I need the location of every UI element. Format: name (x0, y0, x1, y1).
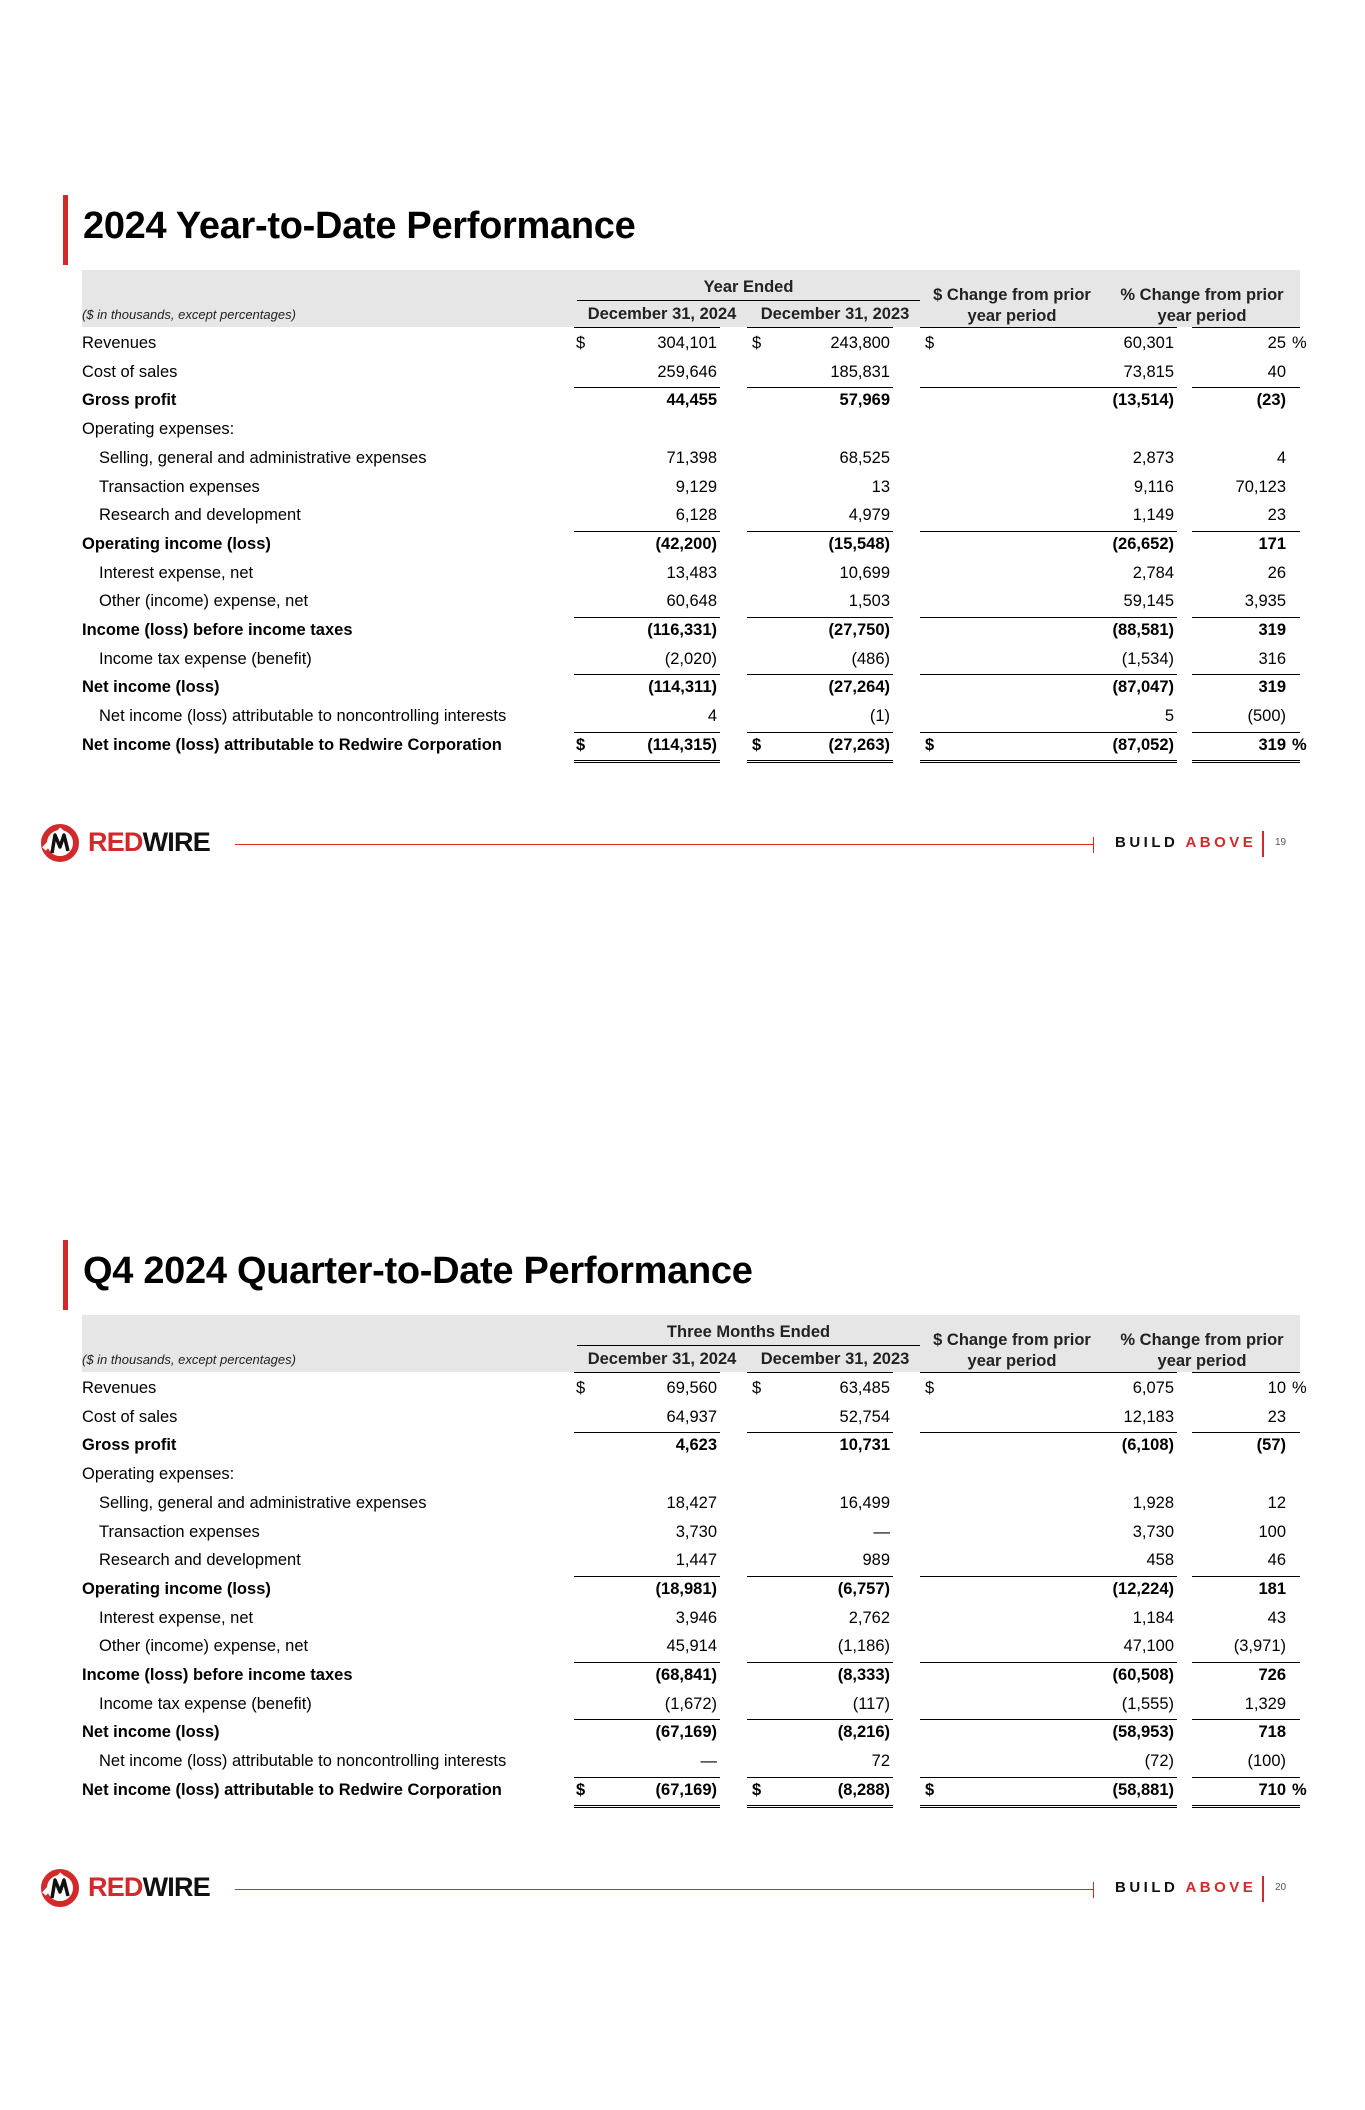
footer-rule (235, 844, 1093, 845)
table-row (82, 473, 1300, 501)
value-dollar-change: (58,953) (1112, 1723, 1174, 1742)
column-header-2024: December 31, 2024 (587, 1350, 737, 1368)
row-label: Net income (loss) attributable to noncontrolling interests (99, 707, 507, 726)
value-2023: 2,762 (848, 1608, 890, 1627)
dollar-sign: $ (925, 1780, 935, 1799)
value-2024: 4 (707, 707, 717, 726)
table-row (82, 1374, 1307, 1402)
table-row (82, 1460, 1300, 1488)
row-label: Net income (loss) attributable to Redwire Corporation (82, 735, 502, 754)
total-double-rule (747, 760, 893, 763)
total-double-rule (747, 1805, 893, 1808)
units-note: ($ in thousands, except percentages) (82, 307, 296, 322)
value-percent-change: 70,123 (1235, 477, 1286, 496)
value-dollar-change: (6,108) (1121, 1436, 1174, 1455)
value-2024: 304,101 (657, 334, 717, 352)
table-row (82, 673, 1300, 701)
value-percent-change: 181 (1258, 1579, 1286, 1598)
value-2024: — (700, 1752, 717, 1771)
subtotal-rule (1192, 1576, 1300, 1577)
row-label: Net income (loss) attributable to Redwire Corporation (82, 1780, 502, 1799)
value-2023: 989 (862, 1551, 890, 1570)
row-label: Income (loss) before income taxes (82, 621, 353, 639)
row-label: Net income (loss) (82, 1723, 220, 1742)
tagline-build: BUILD (1115, 834, 1179, 851)
percent-sign: % (1292, 334, 1307, 352)
value-percent-change: 726 (1258, 1666, 1286, 1684)
value-percent-change: 23 (1267, 506, 1286, 525)
subtotal-rule (747, 732, 893, 733)
value-percent-change: 4 (1276, 448, 1286, 467)
value-dollar-change: (13,514) (1112, 391, 1174, 410)
value-percent-change: 319 (1258, 735, 1286, 754)
value-dollar-change: 1,928 (1132, 1493, 1174, 1512)
value-2024: 69,560 (666, 1379, 717, 1397)
slide-ytd-performance (0, 0, 1365, 1045)
row-label: Operating income (loss) (82, 534, 271, 553)
value-2024: 13,483 (666, 563, 717, 582)
value-percent-change: (3,971) (1233, 1637, 1286, 1656)
units-note: ($ in thousands, except percentages) (82, 1352, 296, 1367)
table-row (82, 358, 1300, 386)
row-label: Selling, general and administrative expenses (99, 1493, 427, 1512)
subtotal-rule (747, 617, 893, 618)
value-2024: 1,447 (675, 1551, 717, 1570)
value-dollar-change: 1,149 (1132, 506, 1174, 525)
footer-separator (1262, 831, 1264, 857)
value-percent-change: 171 (1258, 534, 1286, 553)
value-percent-change: (57) (1256, 1436, 1286, 1455)
value-percent-change: (100) (1247, 1752, 1286, 1771)
column-header-dollar-change: $ Change from prior year period (933, 286, 1091, 325)
row-label: Transaction expenses (99, 1522, 260, 1541)
value-2023: (27,263) (828, 735, 890, 754)
table-row (82, 1632, 1300, 1660)
value-percent-change: 12 (1267, 1493, 1286, 1512)
subtotal-rule (747, 1576, 893, 1577)
value-2023: (6,757) (837, 1579, 890, 1598)
table-row (82, 1403, 1300, 1431)
tagline (1115, 834, 1256, 851)
value-2023: (27,750) (828, 621, 890, 639)
header-rule (1192, 327, 1300, 328)
subtotal-rule (574, 531, 720, 532)
row-label: Income tax expense (benefit) (99, 649, 312, 668)
value-2023: 72 (871, 1752, 890, 1771)
value-2024: (1,672) (664, 1694, 717, 1713)
value-dollar-change: 6,075 (1132, 1379, 1174, 1397)
subtotal-rule (920, 1432, 1177, 1433)
table-row (82, 1690, 1300, 1718)
dollar-sign: $ (925, 1379, 935, 1397)
table-row (82, 731, 1307, 759)
total-double-rule (1192, 760, 1300, 763)
value-2023: (117) (852, 1694, 890, 1713)
value-2023: 13 (871, 477, 890, 496)
value-2024: (2,020) (664, 649, 717, 668)
value-dollar-change: 2,873 (1132, 448, 1174, 467)
page-title: 2024 Year-to-Date Performance (83, 205, 636, 247)
value-2024: 45,914 (666, 1637, 717, 1656)
value-2023: 57,969 (839, 391, 890, 410)
subtotal-rule (920, 617, 1177, 618)
column-header-percent-change: % Change from prior year period (1120, 286, 1284, 325)
page-number: 20 (1275, 1882, 1287, 1893)
row-label: Cost of sales (82, 362, 178, 381)
table-row (82, 415, 1300, 443)
header-rule (574, 1372, 720, 1373)
value-2024: (114,315) (647, 735, 717, 754)
row-label: Net income (loss) attributable to noncontrolling interests (99, 1752, 507, 1771)
tagline-above: ABOVE (1185, 834, 1257, 851)
header-rule (747, 327, 893, 328)
table-row (82, 1718, 1300, 1746)
subtotal-rule (574, 387, 720, 388)
footer-rule-tick (1093, 1882, 1094, 1898)
row-label: Research and development (99, 506, 301, 525)
value-2024: (116,331) (647, 621, 717, 639)
value-percent-change: 710 (1258, 1780, 1286, 1799)
row-label: Income tax expense (benefit) (99, 1694, 312, 1713)
value-2024: 4,623 (675, 1436, 717, 1455)
percent-sign: % (1292, 735, 1307, 754)
header-rule (747, 1372, 893, 1373)
subtotal-rule (1192, 1777, 1300, 1778)
value-percent-change: 1,329 (1244, 1694, 1286, 1713)
value-percent-change: 3,935 (1244, 592, 1286, 611)
value-percent-change: 40 (1267, 362, 1286, 381)
value-dollar-change: (88,581) (1112, 621, 1174, 639)
value-2023: (1) (869, 707, 890, 726)
value-dollar-change: (87,052) (1112, 735, 1174, 754)
total-double-rule (1192, 1805, 1300, 1808)
total-double-rule (574, 1805, 720, 1808)
subtotal-rule (920, 531, 1177, 532)
row-label: Gross profit (82, 391, 177, 410)
value-2024: 6,128 (675, 506, 717, 525)
value-2023: 185,831 (830, 362, 890, 381)
subtotal-rule (920, 1662, 1177, 1663)
value-percent-change: 319 (1258, 678, 1286, 697)
dollar-sign: $ (752, 1780, 762, 1799)
subtotal-rule (574, 1662, 720, 1663)
subtotal-rule (1192, 1432, 1300, 1433)
subtotal-rule (574, 1432, 720, 1433)
redwire-logo-icon (40, 1868, 80, 1908)
subtotal-rule (920, 674, 1177, 675)
value-2023: (8,333) (837, 1666, 890, 1684)
dollar-sign: $ (752, 735, 762, 754)
subtotal-rule (1192, 617, 1300, 618)
table-row (82, 559, 1300, 587)
subtotal-rule (1192, 732, 1300, 733)
table-row (82, 645, 1300, 673)
header-rule (920, 1372, 1177, 1373)
value-2023: (1,186) (837, 1637, 890, 1656)
subtotal-rule (920, 1576, 1177, 1577)
value-dollar-change: 458 (1146, 1551, 1174, 1570)
wordmark-black-part: WIRE (142, 1872, 210, 1902)
value-2023: (15,548) (828, 534, 890, 553)
value-2024: 60,648 (666, 592, 717, 611)
value-2024: 18,427 (666, 1493, 717, 1512)
value-dollar-change: (12,224) (1112, 1579, 1174, 1598)
table-row (82, 329, 1307, 357)
total-double-rule (920, 1805, 1177, 1808)
dollar-sign: $ (925, 735, 935, 754)
title-accent-bar (63, 1240, 68, 1310)
subtotal-rule (747, 1662, 893, 1663)
wordmark-red-part: RED (88, 827, 143, 857)
value-dollar-change: 60,301 (1123, 334, 1174, 352)
table-row (82, 444, 1300, 472)
value-percent-change: 316 (1258, 649, 1286, 668)
percent-sign: % (1292, 1379, 1307, 1397)
subtotal-rule (574, 1719, 720, 1720)
value-2023: 16,499 (839, 1493, 890, 1512)
redwire-wordmark (88, 827, 210, 858)
value-2024: (68,841) (655, 1666, 717, 1684)
row-label: Other (income) expense, net (99, 592, 309, 611)
row-label: Operating expenses: (82, 420, 235, 439)
subtotal-rule (920, 1719, 1177, 1720)
subtotal-rule (920, 1777, 1177, 1778)
row-label: Operating income (loss) (82, 1579, 271, 1598)
wordmark-red-part: RED (88, 1872, 143, 1902)
value-2024: (67,169) (655, 1723, 717, 1742)
value-2024: 64,937 (666, 1407, 717, 1426)
value-2024: (67,169) (655, 1780, 717, 1799)
row-label: Interest expense, net (99, 563, 254, 582)
row-label: Research and development (99, 1551, 301, 1570)
dollar-sign: $ (576, 1780, 586, 1799)
subtotal-rule (574, 1576, 720, 1577)
column-header-dollar-change: $ Change from prior year period (933, 1331, 1091, 1370)
footer-rule-tick (1093, 837, 1094, 853)
total-double-rule (574, 760, 720, 763)
slide-q4-performance (0, 1045, 1365, 2090)
subtotal-rule (1192, 674, 1300, 675)
footer (0, 1870, 1365, 1910)
table-row (82, 616, 1300, 644)
row-label: Cost of sales (82, 1407, 178, 1426)
value-dollar-change: (1,555) (1121, 1694, 1174, 1713)
row-label: Interest expense, net (99, 1608, 254, 1627)
value-dollar-change: 9,116 (1133, 477, 1174, 496)
total-double-rule (920, 760, 1177, 763)
period-group-underline (577, 300, 920, 301)
value-percent-change: 10 (1267, 1379, 1286, 1397)
table-row (82, 1489, 1300, 1517)
value-2024: 3,946 (675, 1608, 717, 1627)
column-header-2023: December 31, 2023 (760, 305, 910, 323)
value-2023: 10,699 (839, 563, 890, 582)
value-percent-change: (23) (1256, 391, 1286, 410)
value-percent-change: 319 (1258, 621, 1286, 639)
subtotal-rule (1192, 387, 1300, 388)
value-2024: 259,646 (657, 362, 717, 381)
value-dollar-change: (26,652) (1112, 534, 1174, 553)
table-row (82, 1431, 1300, 1459)
table-row (82, 530, 1300, 558)
value-2023: 243,800 (830, 334, 890, 352)
period-group-header: Year Ended (703, 278, 794, 296)
subtotal-rule (747, 674, 893, 675)
subtotal-rule (747, 387, 893, 388)
page-number: 19 (1275, 837, 1287, 848)
redwire-wordmark (88, 1872, 210, 1903)
dollar-sign: $ (576, 334, 586, 352)
subtotal-rule (747, 531, 893, 532)
value-dollar-change: (72) (1144, 1752, 1174, 1771)
value-percent-change: 43 (1267, 1608, 1286, 1627)
redwire-logo-icon (40, 823, 80, 863)
subtotal-rule (574, 732, 720, 733)
row-label: Gross profit (82, 1436, 177, 1455)
value-dollar-change: 73,815 (1123, 362, 1174, 381)
row-label: Revenues (82, 334, 157, 352)
value-2023: 52,754 (839, 1407, 890, 1426)
subtotal-rule (1192, 1662, 1300, 1663)
value-dollar-change: (58,881) (1112, 1780, 1174, 1799)
row-label: Net income (loss) (82, 678, 220, 697)
value-dollar-change: (60,508) (1112, 1666, 1174, 1684)
row-label: Income (loss) before income taxes (82, 1666, 353, 1684)
value-dollar-change: 3,730 (1132, 1522, 1174, 1541)
table-row (82, 1518, 1300, 1546)
tagline-above: ABOVE (1185, 1879, 1257, 1896)
value-2024: (114,311) (648, 678, 717, 697)
value-percent-change: 100 (1258, 1522, 1286, 1541)
dollar-sign: $ (752, 334, 762, 352)
value-percent-change: 26 (1267, 563, 1286, 582)
table-row (82, 702, 1300, 730)
table-row (82, 386, 1300, 414)
dollar-sign: $ (752, 1379, 762, 1397)
value-percent-change: 23 (1267, 1407, 1286, 1426)
column-header-2023: December 31, 2023 (760, 1350, 910, 1368)
value-2023: (8,216) (837, 1723, 890, 1742)
value-dollar-change: 1,184 (1132, 1608, 1174, 1627)
subtotal-rule (1192, 531, 1300, 532)
value-dollar-change: (87,047) (1112, 678, 1174, 697)
subtotal-rule (920, 387, 1177, 388)
subtotal-rule (574, 1777, 720, 1778)
subtotal-rule (747, 1719, 893, 1720)
value-2023: 1,503 (848, 592, 890, 611)
header-rule (574, 327, 720, 328)
subtotal-rule (747, 1432, 893, 1433)
table-row (82, 1546, 1300, 1574)
value-2024: 71,398 (666, 448, 717, 467)
column-header-percent-change: % Change from prior year period (1120, 1331, 1284, 1370)
subtotal-rule (1192, 1719, 1300, 1720)
subtotal-rule (747, 1777, 893, 1778)
row-label: Other (income) expense, net (99, 1637, 309, 1656)
value-2023: (486) (851, 649, 890, 668)
value-2023: 68,525 (839, 448, 890, 467)
value-2023: 63,485 (839, 1379, 890, 1397)
footer (0, 825, 1365, 865)
page-title: Q4 2024 Quarter-to-Date Performance (83, 1250, 753, 1292)
value-percent-change: 718 (1258, 1723, 1286, 1742)
dollar-sign: $ (925, 334, 935, 352)
table-row (82, 1661, 1300, 1689)
header-rule (920, 327, 1177, 328)
header-rule (1192, 1372, 1300, 1373)
value-2024: 3,730 (675, 1522, 717, 1541)
row-label: Transaction expenses (99, 477, 260, 496)
table-row (82, 501, 1300, 529)
row-label: Operating expenses: (82, 1465, 235, 1484)
subtotal-rule (920, 732, 1177, 733)
dollar-sign: $ (576, 735, 586, 754)
value-dollar-change: 59,145 (1123, 592, 1174, 611)
column-header-2024: December 31, 2024 (587, 305, 737, 323)
period-group-header: Three Months Ended (666, 1323, 831, 1341)
table-row (82, 587, 1300, 615)
value-2023: — (873, 1522, 890, 1541)
value-2024: 9,129 (675, 477, 717, 496)
percent-sign: % (1292, 1780, 1307, 1799)
value-dollar-change: (1,534) (1121, 649, 1174, 668)
value-percent-change: 46 (1267, 1551, 1286, 1570)
period-group-underline (577, 1345, 920, 1346)
table-row (82, 1747, 1300, 1775)
tagline-build: BUILD (1115, 1879, 1179, 1896)
footer-separator (1262, 1876, 1264, 1902)
value-dollar-change: 5 (1164, 707, 1174, 726)
value-percent-change: (500) (1247, 707, 1286, 726)
table-row (82, 1604, 1300, 1632)
wordmark-black-part: WIRE (142, 827, 210, 857)
value-2024: (42,200) (655, 534, 717, 553)
title-accent-bar (63, 195, 68, 265)
value-2023: 10,731 (839, 1436, 890, 1455)
subtotal-rule (574, 674, 720, 675)
value-percent-change: 25 (1267, 334, 1286, 352)
value-2023: (8,288) (837, 1780, 890, 1799)
value-2024: (18,981) (655, 1579, 717, 1598)
table-row (82, 1776, 1307, 1804)
row-label: Selling, general and administrative expenses (99, 448, 427, 467)
value-dollar-change: 47,100 (1123, 1637, 1174, 1656)
footer-rule (235, 1889, 1093, 1890)
subtotal-rule (574, 617, 720, 618)
value-dollar-change: 12,183 (1123, 1407, 1174, 1426)
table-row (82, 1575, 1300, 1603)
value-dollar-change: 2,784 (1132, 563, 1174, 582)
value-2023: 4,979 (848, 506, 890, 525)
value-2023: (27,264) (828, 678, 890, 697)
dollar-sign: $ (576, 1379, 586, 1397)
value-2024: 44,455 (666, 391, 717, 410)
tagline (1115, 1879, 1256, 1896)
row-label: Revenues (82, 1379, 157, 1397)
